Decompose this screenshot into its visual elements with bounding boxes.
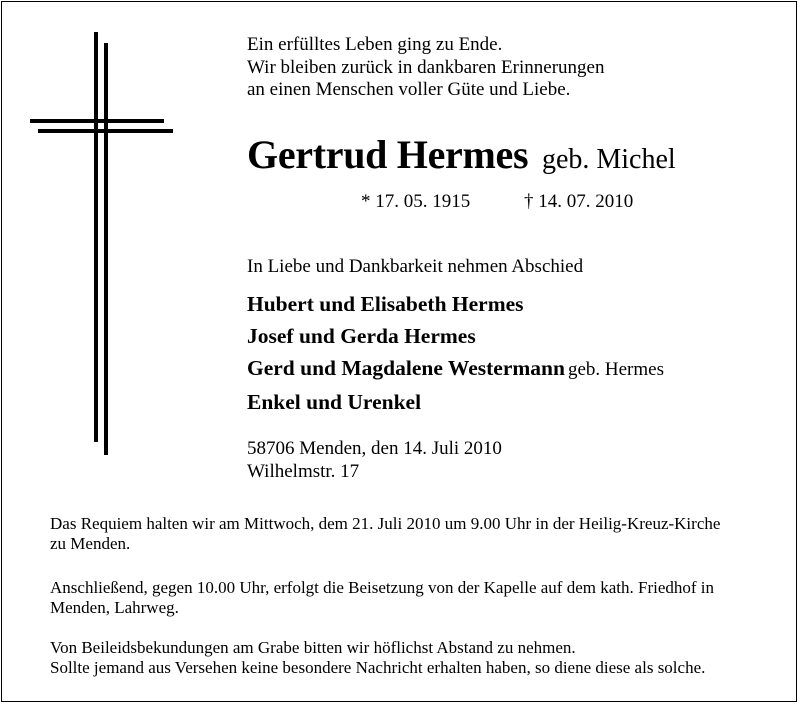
maiden-name: geb. Michel [541,144,676,175]
farewell-intro: In Liebe und Dankbarkeit nehmen Abschied [247,256,584,277]
requiem-notice [50,514,795,554]
birth-date: * 17. 05. 1915 [361,191,471,212]
mourner-name: Hubert und Elisabeth Hermes [247,292,524,316]
deceased-name-block [247,132,676,183]
place-date [247,438,502,483]
verse-line: Wir bleiben zurück in dankbaren Erinnerungen [247,56,605,78]
notice-line: Sollte jemand aus Versehen keine besondere Nachricht erhalten haben, so diene diese als solche. [50,658,706,677]
mourner-name: Enkel und Urenkel [247,390,422,414]
mourner-entry [247,352,664,386]
cross-icon [0,0,200,470]
burial-notice [50,578,795,618]
mourner-name: Gerd und Magdalene Westermann [247,356,565,380]
deceased-name: Gertrud Hermes [247,132,529,177]
mourner-entry [247,320,664,352]
place-date-line: 58706 Menden, den 14. Juli 2010 [247,438,502,459]
notice-line: zu Menden. [50,534,131,553]
verse [247,34,604,102]
notice-line: Das Requiem halten wir am Mittwoch, dem 21. Juli 2010 um 9.00 Uhr in der Heilig-Kreuz-Kirche [50,514,721,533]
notice-line: Menden, Lahrweg. [50,598,179,617]
mourners-list [247,288,664,418]
mourner-suffix: geb. Hermes [567,359,664,380]
notice-line: Von Beileidsbekundungen am Grabe bitten wir höflichst Abstand zu nehmen. [50,638,576,657]
death-date: † 14. 07. 2010 [524,191,634,212]
address-line: Wilhelmstr. 17 [247,460,360,482]
mourner-entry [247,288,664,320]
mourner-name: Josef und Gerda Hermes [247,324,476,348]
mourner-entry [247,386,664,418]
condolence-notice [50,638,795,678]
verse-line: Ein erfülltes Leben ging zu Ende. [247,34,503,55]
verse-line: an einen Menschen voller Güte und Liebe. [247,79,571,100]
notice-line: Anschließend, gegen 10.00 Uhr, erfolgt die Beisetzung von der Kapelle auf dem kath. Friedhof in [50,578,715,597]
